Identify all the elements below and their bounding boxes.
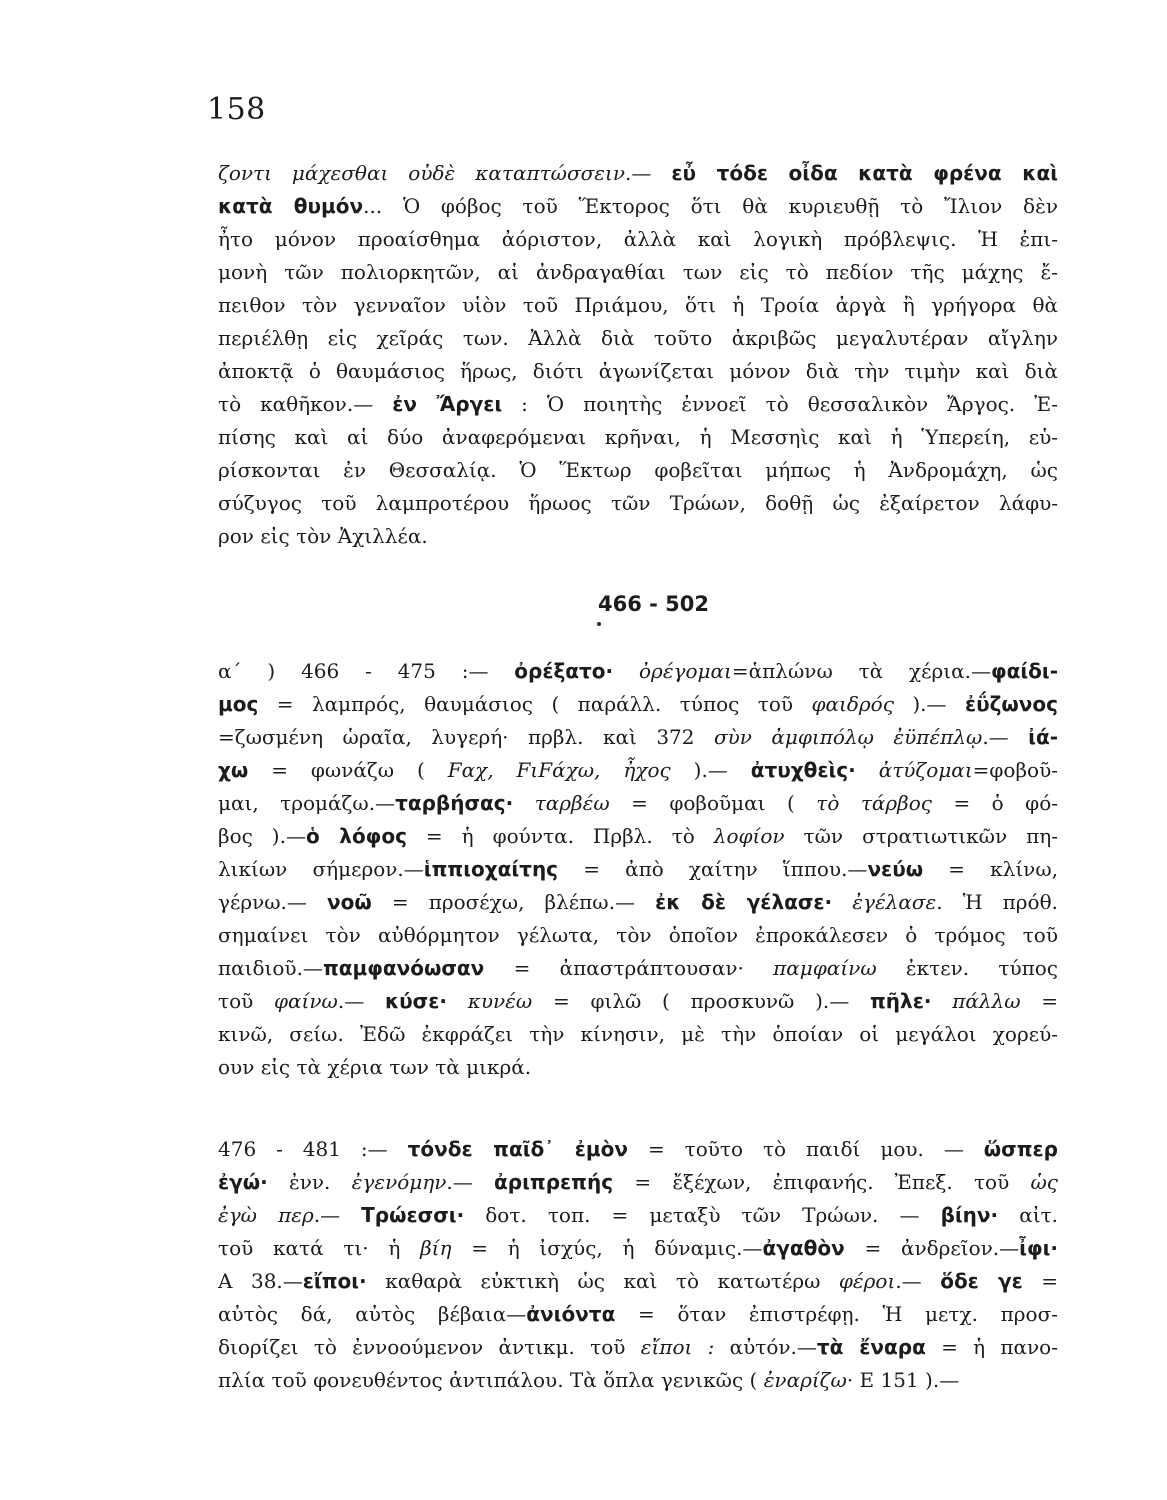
text-line: μονὴ τῶν πολιορκητῶν, αἱ ἀνδραγαθίαι των εἰς τὸ πεδίον τῆς μάχης ἔ-	[218, 260, 1058, 284]
text-line: ἦτο μόνον προαίσθημα ἀόριστον, ἀλλὰ καὶ λογικὴ πρόβλεψις. Ἡ ἐπι-	[218, 227, 1058, 251]
text-line: βος ).—ὁ λόφος = ἡ φούντα. Πρβλ. τὸ λοφίον τῶν στρατιωτικῶν πη-	[218, 824, 1059, 848]
text-line: περιέλθῃ εἰς χεῖράς των. Ἀλλὰ διὰ τοῦτο ἀκριβῶς μεγαλυτέραν αἴγλην	[218, 326, 1058, 350]
text-line: ζοντι μάχεσθαι οὐδὲ καταπτώσσειν.— εὖ τόδε οἶδα κατὰ φρένα καὶ	[218, 161, 1058, 185]
text-line: μαι, τρομάζω.—ταρβήσας· ταρβέω = φοβοῦμαι ( τὸ τάρβος = ὁ φό-	[218, 791, 1058, 815]
text-line: χω = φωνάζω ( Fαχ, FιFάχω, ἦχος ).— ἀτυχθεὶς· ἀτύζομαι=φοβοῦ-	[218, 758, 1058, 782]
text-line: κινῶ, σείω. Ἐδῶ ἐκφράζει τὴν κίνησιν, μὲ τὴν ὁποίαν οἱ μεγάλοι χορεύ-	[218, 1022, 1058, 1046]
paragraph-commentary-466-475	[218, 655, 1058, 1084]
text-line: 476 - 481 :— τόνδε παῖδ᾽ ἐμὸν = τοῦτο τὸ παιδί μου. — ὥσπερ	[218, 1137, 1058, 1161]
text-line: =ζωσμένη ὡραῖα, λυγερή· πρβλ. καὶ 372 σὺν ἀμφιπόλῳ ἐϋπέπλῳ.— ἰά-	[218, 725, 1058, 749]
text-line: τὸ καθῆκον.— ἐν Ἄργει : Ὁ ποιητὴς ἐννοεῖ τὸ θεσσαλικὸν Ἄργος. Ἐ-	[218, 392, 1058, 416]
text-line: Α 38.—εἴποι· καθαρὰ εὐκτικὴ ὡς καὶ τὸ κατωτέρω φέροι.— ὅδε γε =	[218, 1269, 1059, 1293]
text-line: ἐγὼ περ.— Τρώεσσι· δοτ. τοπ. = μεταξὺ τῶν Τρώων. — βίην· αἰτ.	[218, 1203, 1058, 1227]
text-line: α΄ ) 466 - 475 :— ὀρέξατο· ὀρέγομαι=ἁπλώνω τὰ χέρια.—φαίδι-	[218, 659, 1058, 683]
text-line: γέρνω.— νοῶ = προσέχω, βλέπω.— ἐκ δὲ γέλασε· ἐγέλασε. Ἡ πρόθ.	[218, 890, 1058, 914]
text-line: σημαίνει τὸν αὐθόρμητον γέλωτα, τὸν ὁποῖον ἐπροκάλεσεν ὁ τρόμος τοῦ	[218, 923, 1058, 947]
ink-dot	[597, 622, 601, 626]
text-line: πίσης καὶ αἱ δύο ἀναφερόμεναι κρῆναι, ἡ Μεσσηὶς καὶ ἡ Ὑπερείη, εὑ-	[218, 425, 1058, 449]
section-heading: 466 - 502	[597, 592, 709, 616]
text-line: πειθον τὸν γενναῖον υἱὸν τοῦ Πριάμου, ὅτι ἡ Τροία ἀργὰ ἢ γρήγορα θὰ	[218, 293, 1058, 317]
text-line: μος = λαμπρός, θαυμάσιος ( παράλλ. τύπος τοῦ φαιδρός ).— ἐΰζωνος	[218, 692, 1059, 716]
text-line: τοῦ κατά τι· ἡ βίη = ἡ ἰσχύς, ἡ δύναμις.—ἀγαθὸν = ἀνδρεῖον.—ἶφι·	[218, 1236, 1058, 1260]
page-number: 158	[207, 92, 266, 127]
text-line: πλία τοῦ φονευθέντος ἀντιπάλου. Τὰ ὅπλα γενικῶς ( ἐναρίζω· Ε 151 ).—	[218, 1368, 960, 1392]
text-line: διορίζει τὸ ἐννοούμενον ἀντικμ. τοῦ εἴποι : αὐτόν.—τὰ ἔναρα = ἡ πανο-	[218, 1335, 1058, 1359]
paragraph-commentary-476-481	[218, 1133, 1058, 1397]
text-line: ἐγώ· ἐνν. ἐγενόμην.— ἀριπρεπής = ἔξέχων, ἐπιφανής. Ἐπεξ. τοῦ ὡς	[218, 1170, 1059, 1194]
text-line: κατὰ θυμόν... Ὁ φόβος τοῦ Ἕκτορος ὅτι θὰ κυριευθῇ τὸ Ἴλιον δὲν	[218, 194, 1058, 218]
text-line: αὐτὸς δά, αὐτὸς βέβαια—ἀνιόντα = ὅταν ἐπιστρέφῃ. Ἡ μετχ. προσ-	[218, 1302, 1059, 1326]
text-line: λικίων σήμερον.—ἱππιοχαίτης = ἀπὸ χαίτην ἵππου.—νεύω = κλίνω,	[218, 857, 1058, 881]
paragraph-commentary-top	[218, 157, 1058, 553]
text-line: ρον εἰς τὸν Ἀχιλλέα.	[218, 524, 428, 548]
text-line: ουν εἰς τὰ χέρια των τὰ μικρά.	[218, 1055, 532, 1079]
text-line: σύζυγος τοῦ λαμπροτέρου ἥρωος τῶν Τρώων, δοθῇ ὡς ἐξαίρετον λάφυ-	[218, 491, 1058, 515]
text-line: τοῦ φαίνω.— κύσε· κυνέω = φιλῶ ( προσκυνῶ ).— πῆλε· πάλλω =	[218, 989, 1059, 1013]
text-line: ἀποκτᾷ ὁ θαυμάσιος ἥρως, διότι ἀγωνίζεται μόνον διὰ τὴν τιμὴν καὶ διὰ	[218, 359, 1058, 383]
text-line: ρίσκονται ἐν Θεσσαλίᾳ. Ὁ Ἕκτωρ φοβεῖται μήπως ἡ Ἀνδρομάχη, ὡς	[218, 458, 1058, 482]
text-line: παιδιοῦ.—παμφανόωσαν = ἀπαστράπτουσαν· παμφαίνω ἐκτεν. τύπος	[218, 956, 1058, 980]
